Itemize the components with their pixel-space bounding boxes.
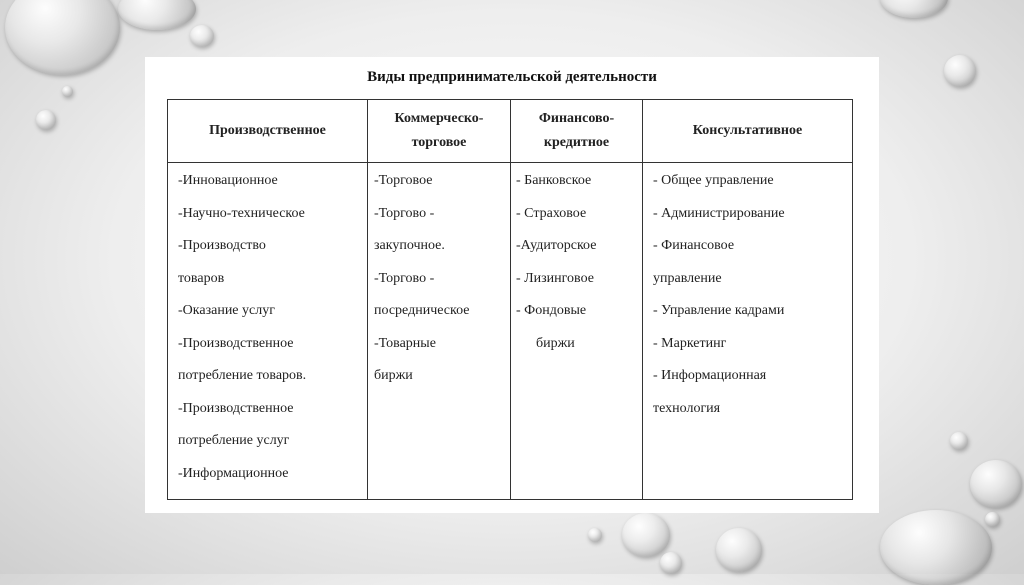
list-item: закупочное. [374,238,445,253]
list-item: - Управление кадрами [653,303,785,318]
list-item: - Информационная [653,368,767,383]
water-droplet-decoration [622,513,670,557]
list-item: -Торгово - [374,205,435,221]
list-item: -Научно-техническое [178,205,305,221]
header-text: Производственное [209,122,326,138]
list-item: -Торгово - [374,270,435,286]
slide-content [145,57,879,513]
water-droplet-decoration [944,55,976,87]
list-item: - Маркетинг [653,335,727,351]
header-text: Консультативное [692,122,803,138]
cell-consulting-items [643,163,853,500]
table-header-row [168,100,853,163]
slide-title: Виды предпринимательской деятельности [367,69,657,85]
water-droplet-decoration [950,432,968,450]
cell-commercial-trade-items [368,163,511,500]
list-item: товаров [178,270,225,286]
water-droplet-decoration [985,512,1000,527]
list-item: -Аудиторское [516,238,597,253]
list-item: -Производственное [178,335,294,351]
header-text: Коммерческо- [394,110,484,126]
business-types-table [167,99,853,500]
header-text: кредитное [543,135,610,150]
list-item: - Фондовые [516,303,587,318]
list-item: технология [653,400,721,416]
water-droplet-decoration [880,0,948,18]
list-item: - Страховое [516,205,587,221]
list-item: потребление товаров. [178,368,307,383]
water-droplet-decoration [660,552,682,574]
water-droplet-decoration [970,460,1022,508]
cell-production-items [168,163,368,500]
list-item: -Производство [178,238,266,253]
water-droplet-decoration [36,110,56,130]
list-item: биржи [536,335,575,351]
header-text: торговое [411,135,467,150]
list-item: -Информационное [178,465,289,481]
list-item: -Инновационное [178,173,278,188]
list-item: -Оказание услуг [178,303,275,318]
list-item: -Торговое [374,173,433,188]
cell-financial-credit-items [511,163,643,500]
list-item: посредническое [374,303,470,318]
water-droplet-decoration [118,0,196,30]
header-consulting [643,100,853,163]
list-item: - Общее управление [653,173,774,188]
list-item: - Финансовое [653,238,735,253]
list-item: -Товарные [374,335,436,351]
list-item: управление [653,270,722,286]
water-droplet-decoration [5,0,120,75]
list-item: -Производственное [178,400,294,416]
water-droplet-decoration [62,86,73,97]
list-item: - Администрирование [653,205,785,221]
water-droplet-decoration [716,528,762,572]
water-droplet-decoration [588,528,602,542]
water-droplet-decoration [190,25,214,47]
list-item: биржи [374,368,413,383]
list-item: - Банковское [516,173,592,188]
list-item: - Лизинговое [516,270,594,286]
list-item: потребление услуг [178,433,290,448]
table-body-row [168,163,853,500]
header-production [168,100,368,163]
header-commercial-trade [368,100,511,163]
header-financial-credit [511,100,643,163]
header-text: Финансово- [538,110,615,126]
